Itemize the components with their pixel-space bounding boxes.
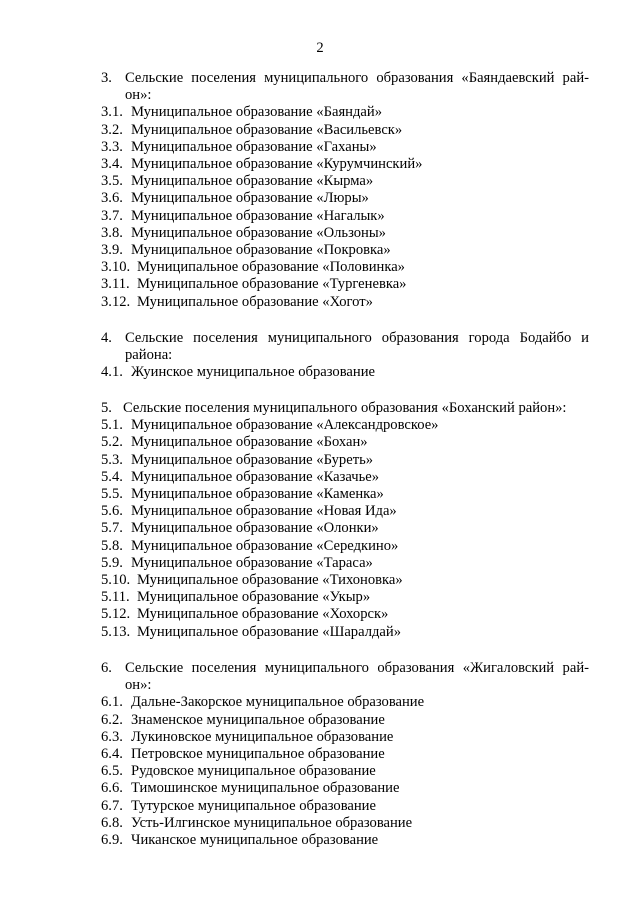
- section-title-continuation: района:: [125, 347, 173, 364]
- section-number: 4.: [101, 330, 112, 346]
- item-number: 6.1.: [101, 694, 123, 711]
- list-item: [101, 624, 589, 641]
- list-item: [101, 832, 589, 849]
- item-text: Рудовское муниципальное образование: [131, 763, 376, 780]
- item-text: Муниципальное образование «Половинка»: [137, 259, 405, 276]
- item-text: Муниципальное образование «Гаханы»: [131, 138, 377, 155]
- item-number: 5.4.: [101, 468, 123, 485]
- item-number: 5.9.: [101, 554, 123, 571]
- item-number: 3.12.: [101, 293, 131, 310]
- item-text: Муниципальное образование «Александровское»: [131, 417, 439, 434]
- list-item: [101, 694, 589, 711]
- section-number: 3.: [101, 70, 112, 86]
- list-item: [101, 815, 589, 832]
- item-number: 6.2.: [101, 711, 123, 728]
- item-number: 5.2.: [101, 434, 123, 451]
- item-number: 3.3.: [101, 138, 123, 155]
- item-number: 3.5.: [101, 173, 123, 190]
- list-item: [101, 434, 589, 451]
- page-number: 2: [316, 40, 324, 56]
- item-number: 6.3.: [101, 728, 123, 745]
- item-number: 6.4.: [101, 746, 123, 763]
- list-item: [101, 712, 589, 729]
- item-number: 3.7.: [101, 207, 123, 224]
- item-number: 3.6.: [101, 190, 123, 207]
- item-number: 5.1.: [101, 417, 123, 434]
- list-item: [101, 208, 589, 225]
- item-text: Муниципальное образование «Васильевск»: [131, 121, 403, 138]
- section-title: Сельские поселения муниципального образования города Бодайбо и: [125, 330, 589, 346]
- item-text: Муниципальное образование «Бохан»: [131, 434, 368, 451]
- item-text: Муниципальное образование «Нагалык»: [131, 207, 385, 224]
- list-item: [101, 276, 589, 293]
- item-text: Муниципальное образование «Курумчинский»: [131, 156, 423, 173]
- section-heading: [101, 70, 589, 87]
- list-item: [101, 486, 589, 503]
- list-item: [101, 190, 589, 207]
- item-text: Лукиновское муниципальное образование: [131, 728, 394, 745]
- item-text: Муниципальное образование «Люры»: [131, 190, 369, 207]
- list-item: [101, 503, 589, 520]
- item-text: Муниципальное образование «Кырма»: [131, 173, 374, 190]
- list-item: [101, 225, 589, 242]
- list-item: [101, 469, 589, 486]
- item-text: Муниципальное образование «Каменка»: [131, 486, 384, 503]
- item-text: Муниципальное образование «Новая Ида»: [131, 503, 397, 520]
- item-number: 6.5.: [101, 763, 123, 780]
- item-text: Петровское муниципальное образование: [131, 746, 385, 763]
- list-item: [101, 538, 589, 555]
- section-4: [101, 330, 589, 382]
- list-item: [101, 294, 589, 311]
- item-number: 6.7.: [101, 797, 123, 814]
- item-text: Муниципальное образование «Буреть»: [131, 451, 374, 468]
- item-number: 5.3.: [101, 451, 123, 468]
- section-heading: [101, 400, 589, 417]
- item-text: Муниципальное образование «Олонки»: [131, 520, 379, 537]
- item-number: 5.11.: [101, 589, 130, 606]
- item-number: 5.10.: [101, 572, 131, 589]
- section-title-continuation: он»:: [125, 87, 152, 104]
- item-number: 5.12.: [101, 606, 131, 623]
- section-title-continuation: он»:: [125, 677, 152, 694]
- item-number: 5.8.: [101, 537, 123, 554]
- list-item: [101, 572, 589, 589]
- list-item: [101, 763, 589, 780]
- item-number: 3.11.: [101, 276, 130, 293]
- item-text: Муниципальное образование «Казачье»: [131, 468, 380, 485]
- list-item: [101, 173, 589, 190]
- list-item: [101, 364, 589, 381]
- list-item: [101, 589, 589, 606]
- item-text: Тутурское муниципальное образование: [131, 797, 376, 814]
- list-item: [101, 417, 589, 434]
- item-number: 4.1.: [101, 364, 123, 381]
- list-item: [101, 242, 589, 259]
- list-item: [101, 122, 589, 139]
- section-number: 5.: [101, 400, 112, 416]
- item-text: Муниципальное образование «Хохорск»: [137, 606, 389, 623]
- list-item: [101, 746, 589, 763]
- item-number: 5.7.: [101, 520, 123, 537]
- item-list: [101, 364, 589, 381]
- item-text: Муниципальное образование «Укыр»: [137, 589, 371, 606]
- item-number: 6.9.: [101, 832, 123, 849]
- list-item: [101, 520, 589, 537]
- item-text: Муниципальное образование «Середкино»: [131, 537, 399, 554]
- item-text: Усть-Илгинское муниципальное образование: [131, 814, 413, 831]
- item-number: 6.6.: [101, 780, 123, 797]
- section-6: [101, 660, 589, 849]
- section-heading: [101, 330, 589, 347]
- section-title: Сельские поселения муниципального образования «Баяндаевский рай-: [125, 70, 589, 86]
- item-text: Чиканское муниципальное образование: [131, 832, 379, 849]
- section-number: 6.: [101, 660, 112, 676]
- item-text: Муниципальное образование «Тихоновка»: [137, 572, 403, 589]
- section-title: Сельские поселения муниципального образования «Жигаловский рай-: [125, 660, 589, 676]
- item-number: 3.10.: [101, 259, 131, 276]
- item-number: 5.6.: [101, 503, 123, 520]
- item-number: 3.2.: [101, 121, 123, 138]
- item-text: Муниципальное образование «Ользоны»: [131, 224, 386, 241]
- item-number: 3.1.: [101, 104, 123, 121]
- item-text: Муниципальное образование «Шаралдай»: [137, 623, 401, 640]
- item-number: 3.8.: [101, 224, 123, 241]
- list-item: [101, 452, 589, 469]
- list-item: [101, 104, 589, 121]
- list-item: [101, 555, 589, 572]
- item-number: 3.9.: [101, 242, 123, 259]
- item-text: Дальне-Закорское муниципальное образование: [131, 694, 425, 711]
- item-text: Муниципальное образование «Баяндай»: [131, 104, 382, 121]
- item-list: [101, 572, 589, 641]
- item-list: [101, 694, 589, 849]
- item-number: 6.8.: [101, 814, 123, 831]
- item-number: 3.4.: [101, 156, 123, 173]
- item-list: [101, 104, 589, 259]
- item-text: Знаменское муниципальное образование: [131, 711, 385, 728]
- item-text: Муниципальное образование «Тараса»: [131, 554, 373, 571]
- list-item: [101, 606, 589, 623]
- section-3: [101, 70, 589, 311]
- list-item: [101, 139, 589, 156]
- item-number: 5.13.: [101, 623, 131, 640]
- section-heading: [101, 660, 589, 677]
- item-text: Тимошинское муниципальное образование: [131, 780, 400, 797]
- item-list: [101, 417, 589, 572]
- list-item: [101, 729, 589, 746]
- list-item: [101, 798, 589, 815]
- section-title: Сельские поселения муниципального образования «Боханский район»:: [123, 400, 567, 416]
- list-item: [101, 156, 589, 173]
- item-text: Жуинское муниципальное образование: [131, 364, 375, 381]
- item-text: Муниципальное образование «Покровка»: [131, 242, 391, 259]
- item-number: 5.5.: [101, 486, 123, 503]
- list-item: [101, 259, 589, 276]
- item-list: [101, 259, 589, 311]
- item-text: Муниципальное образование «Тургеневка»: [137, 276, 407, 293]
- item-text: Муниципальное образование «Хогот»: [137, 293, 373, 310]
- list-item: [101, 780, 589, 797]
- section-5: [101, 400, 589, 641]
